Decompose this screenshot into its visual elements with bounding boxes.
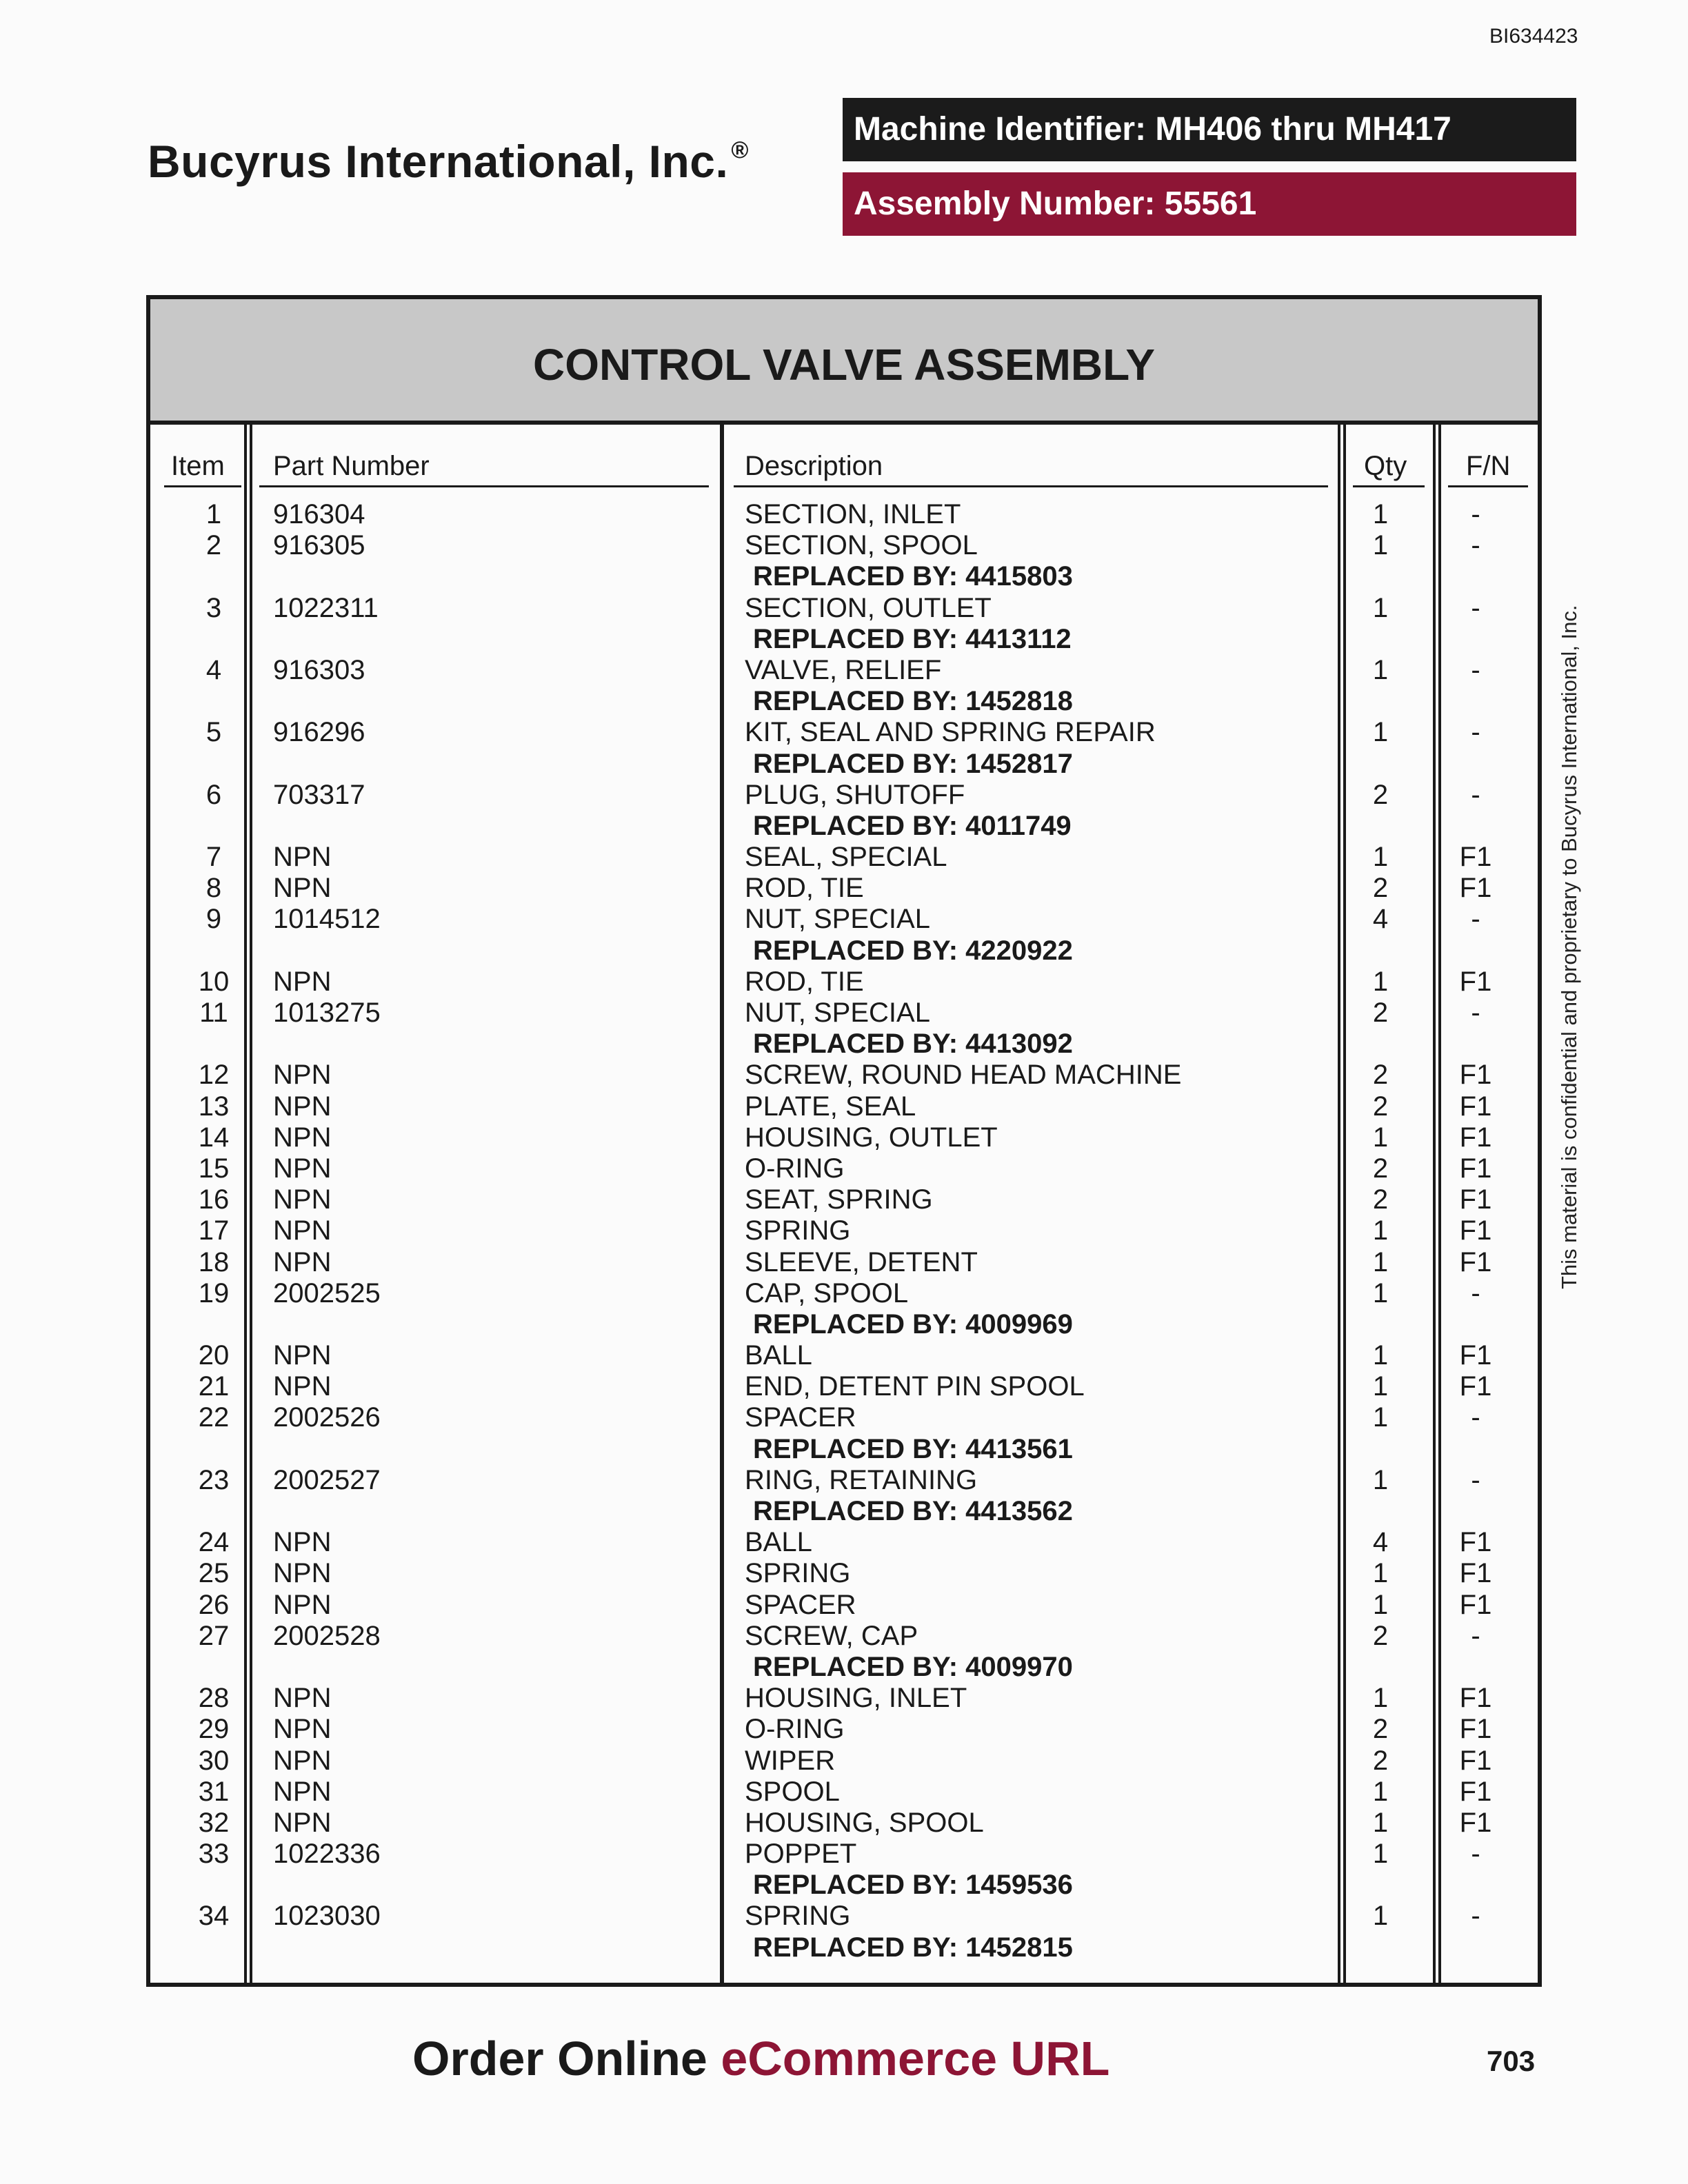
footnote-cell: -	[1471, 1402, 1480, 1433]
table-row	[150, 1746, 1538, 1777]
description-cell: BALL	[745, 1340, 812, 1371]
part-number-cell: 916305	[273, 530, 365, 561]
part-number-cell: NPN	[273, 1340, 332, 1371]
replaced-by-note: REPLACED BY: 4009970	[753, 1651, 1073, 1682]
replaced-by-note: REPLACED BY: 1452817	[753, 748, 1073, 779]
part-number-cell: NPN	[273, 1122, 332, 1153]
replacement-row	[150, 749, 1538, 780]
quantity-cell: 1	[1372, 1402, 1389, 1433]
table-row	[150, 1683, 1538, 1714]
footnote-cell: -	[1471, 1464, 1480, 1495]
description-cell: SPRING	[745, 1558, 851, 1589]
table-row	[150, 655, 1538, 686]
item-number-cell: 22	[198, 1402, 230, 1433]
table-row	[150, 1215, 1538, 1246]
footnote-cell: F1	[1459, 1683, 1492, 1714]
quantity-cell: 1	[1372, 1215, 1389, 1246]
table-row	[150, 1184, 1538, 1215]
quantity-cell: 1	[1372, 1340, 1389, 1371]
quantity-cell: 1	[1372, 499, 1389, 529]
item-number-cell: 24	[198, 1527, 230, 1558]
item-number-cell: 9	[205, 904, 222, 935]
document-id: BI634423	[1489, 25, 1578, 48]
replaced-by-note: REPLACED BY: 4413112	[753, 623, 1072, 654]
order-online-label: Order Online	[412, 2032, 707, 2085]
item-number-cell: 18	[198, 1246, 230, 1277]
description-cell: ROD, TIE	[745, 966, 864, 997]
description-cell: O-RING	[745, 1714, 845, 1745]
description-cell: CAP, SPOOL	[745, 1277, 909, 1308]
description-cell: SLEEVE, DETENT	[745, 1246, 978, 1277]
description-cell: SECTION, OUTLET	[745, 592, 992, 623]
item-number-cell: 6	[205, 779, 222, 810]
replacement-row	[150, 1496, 1538, 1527]
item-number-cell: 27	[198, 1620, 230, 1651]
part-number-cell: NPN	[273, 873, 332, 904]
part-number-cell: 2002526	[273, 1402, 381, 1433]
replaced-by-note: REPLACED BY: 1459536	[753, 1870, 1073, 1901]
quantity-cell: 1	[1372, 654, 1389, 685]
table-row	[150, 593, 1538, 624]
table-row	[150, 1465, 1538, 1496]
description-cell: ROD, TIE	[745, 873, 864, 904]
table-row	[150, 499, 1538, 530]
table-row	[150, 1839, 1538, 1870]
header-underline	[734, 485, 1328, 487]
quantity-cell: 1	[1372, 1371, 1389, 1402]
quantity-cell: 2	[1372, 998, 1389, 1028]
table-row	[150, 1714, 1538, 1745]
ecommerce-url-link[interactable]: eCommerce URL	[721, 2032, 1110, 2085]
footnote-cell: F1	[1459, 1153, 1492, 1184]
table-row	[150, 780, 1538, 811]
item-number-cell: 33	[198, 1839, 230, 1870]
replaced-by-note: REPLACED BY: 1452818	[753, 686, 1073, 717]
description-cell: KIT, SEAL AND SPRING REPAIR	[745, 717, 1156, 748]
quantity-cell: 1	[1372, 1807, 1389, 1838]
item-number-cell: 8	[205, 873, 222, 904]
footnote-cell: -	[1471, 1901, 1480, 1932]
assembly-number-banner: Assembly Number: 55561	[843, 172, 1576, 236]
column-header-item: Item	[171, 451, 225, 481]
description-cell: END, DETENT PIN SPOOL	[745, 1371, 1085, 1402]
table-row	[150, 1558, 1538, 1589]
quantity-cell: 1	[1372, 1683, 1389, 1714]
item-number-cell: 29	[198, 1714, 230, 1745]
item-number-cell: 7	[205, 842, 222, 873]
item-number-cell: 19	[198, 1277, 230, 1308]
table-row	[150, 1527, 1538, 1558]
quantity-cell: 1	[1372, 1589, 1389, 1620]
item-number-cell: 16	[198, 1184, 230, 1215]
footnote-cell: -	[1471, 717, 1480, 748]
description-cell: SPACER	[745, 1589, 856, 1620]
description-cell: SCREW, CAP	[745, 1620, 918, 1651]
part-number-cell: 916304	[273, 499, 365, 529]
replacement-row	[150, 1870, 1538, 1901]
item-number-cell: 30	[198, 1745, 230, 1776]
part-number-cell: NPN	[273, 1683, 332, 1714]
item-number-cell: 28	[198, 1683, 230, 1714]
quantity-cell: 1	[1372, 1122, 1389, 1153]
header-underline	[1353, 485, 1425, 487]
description-cell: SEAT, SPRING	[745, 1184, 933, 1215]
table-row	[150, 967, 1538, 998]
description-cell: SPOOL	[745, 1776, 840, 1807]
replaced-by-note: REPLACED BY: 4220922	[753, 935, 1073, 966]
description-cell: VALVE, RELIEF	[745, 654, 942, 685]
column-header-qty: Qty	[1364, 451, 1407, 481]
footnote-cell: -	[1471, 1620, 1480, 1651]
replacement-row	[150, 686, 1538, 717]
part-number-cell: NPN	[273, 1807, 332, 1838]
part-number-cell: NPN	[273, 1060, 332, 1091]
part-number-cell: NPN	[273, 842, 332, 873]
part-number-cell: NPN	[273, 1371, 332, 1402]
table-row	[150, 1590, 1538, 1621]
replaced-by-note: REPLACED BY: 4011749	[753, 810, 1072, 841]
item-number-cell: 23	[198, 1464, 230, 1495]
part-number-cell: NPN	[273, 1246, 332, 1277]
quantity-cell: 1	[1372, 592, 1389, 623]
quantity-cell: 1	[1372, 530, 1389, 561]
table-row	[150, 873, 1538, 904]
description-cell: SPRING	[745, 1215, 851, 1246]
replacement-row	[150, 624, 1538, 655]
table-row	[150, 1808, 1538, 1839]
part-number-cell: NPN	[273, 1091, 332, 1122]
page-number: 703	[1487, 2045, 1536, 2077]
replacement-row	[150, 1309, 1538, 1340]
order-online-banner[interactable]	[412, 2031, 1109, 2086]
footnote-cell: F1	[1459, 1184, 1492, 1215]
company-name	[148, 135, 749, 188]
table-row	[150, 998, 1538, 1029]
replacement-row	[150, 1434, 1538, 1465]
part-number-cell: 703317	[273, 779, 365, 810]
footnote-cell: F1	[1459, 1340, 1492, 1371]
replaced-by-note: REPLACED BY: 1452815	[753, 1932, 1073, 1963]
column-header-part-number: Part Number	[273, 451, 430, 481]
footnote-cell: -	[1471, 499, 1480, 529]
quantity-cell: 2	[1372, 873, 1389, 904]
replacement-row	[150, 936, 1538, 967]
item-number-cell: 4	[205, 654, 222, 685]
table-row	[150, 904, 1538, 935]
quantity-cell: 2	[1372, 779, 1389, 810]
table-row	[150, 1402, 1538, 1433]
footnote-cell: -	[1471, 654, 1480, 685]
description-cell: SEAL, SPECIAL	[745, 842, 947, 873]
quantity-cell: 2	[1372, 1745, 1389, 1776]
company-name-text: Bucyrus International, Inc.	[148, 136, 729, 187]
quantity-cell: 1	[1372, 717, 1389, 748]
footnote-cell: -	[1471, 1839, 1480, 1870]
replacement-row	[150, 1652, 1538, 1683]
description-cell: POPPET	[745, 1839, 857, 1870]
part-number-cell: 916296	[273, 717, 365, 748]
replaced-by-note: REPLACED BY: 4413092	[753, 1029, 1073, 1060]
footnote-cell: F1	[1459, 1371, 1492, 1402]
quantity-cell: 4	[1372, 904, 1389, 935]
footnote-cell: F1	[1459, 873, 1492, 904]
quantity-cell: 1	[1372, 1901, 1389, 1932]
item-number-cell: 10	[198, 966, 230, 997]
description-cell: SECTION, SPOOL	[745, 530, 978, 561]
quantity-cell: 1	[1372, 1277, 1389, 1308]
description-cell: HOUSING, OUTLET	[745, 1122, 998, 1153]
quantity-cell: 2	[1372, 1153, 1389, 1184]
item-number-cell: 3	[205, 592, 222, 623]
item-number-cell: 13	[198, 1091, 230, 1122]
part-number-cell: 916303	[273, 654, 365, 685]
replacement-row	[150, 811, 1538, 842]
quantity-cell: 1	[1372, 966, 1389, 997]
part-number-cell: NPN	[273, 1714, 332, 1745]
table-row	[150, 1122, 1538, 1153]
description-cell: SCREW, ROUND HEAD MACHINE	[745, 1060, 1182, 1091]
part-number-cell: NPN	[273, 1745, 332, 1776]
footnote-cell: F1	[1459, 1558, 1492, 1589]
part-number-cell: 2002528	[273, 1620, 381, 1651]
table-row	[150, 717, 1538, 748]
footnote-cell: F1	[1459, 966, 1492, 997]
description-cell: HOUSING, INLET	[745, 1683, 967, 1714]
part-number-cell: NPN	[273, 1527, 332, 1558]
item-number-cell: 31	[198, 1776, 230, 1807]
table-row	[150, 1060, 1538, 1091]
description-cell: NUT, SPECIAL	[745, 904, 930, 935]
part-number-cell: NPN	[273, 1184, 332, 1215]
footnote-cell: -	[1471, 530, 1480, 561]
footnote-cell: F1	[1459, 1527, 1492, 1558]
machine-identifier-banner: Machine Identifier: MH406 thru MH417	[843, 98, 1576, 161]
description-cell: WIPER	[745, 1745, 836, 1776]
footnote-cell: F1	[1459, 1745, 1492, 1776]
footnote-cell: F1	[1459, 1246, 1492, 1277]
replaced-by-note: REPLACED BY: 4415803	[753, 561, 1073, 592]
quantity-cell: 1	[1372, 1839, 1389, 1870]
description-cell: SPRING	[745, 1901, 851, 1932]
column-header-fn: F/N	[1466, 451, 1511, 481]
footnote-cell: F1	[1459, 842, 1492, 873]
part-number-cell: 1023030	[273, 1901, 381, 1932]
description-cell: HOUSING, SPOOL	[745, 1807, 984, 1838]
table-row	[150, 1091, 1538, 1122]
header-underline	[164, 485, 241, 487]
footnote-cell: F1	[1459, 1589, 1492, 1620]
footnote-cell: F1	[1459, 1091, 1492, 1122]
description-cell: SECTION, INLET	[745, 499, 961, 529]
replaced-by-note: REPLACED BY: 4413561	[753, 1433, 1073, 1464]
footnote-cell: -	[1471, 1277, 1480, 1308]
table-row	[150, 1340, 1538, 1371]
table-row	[150, 1153, 1538, 1184]
footnote-cell: F1	[1459, 1215, 1492, 1246]
description-cell: SPACER	[745, 1402, 856, 1433]
footnote-cell: -	[1471, 904, 1480, 935]
quantity-cell: 1	[1372, 1776, 1389, 1807]
footnote-cell: -	[1471, 998, 1480, 1028]
description-cell: PLUG, SHUTOFF	[745, 779, 965, 810]
item-number-cell: 5	[205, 717, 222, 748]
description-cell: NUT, SPECIAL	[745, 998, 930, 1028]
replaced-by-note: REPLACED BY: 4413562	[753, 1496, 1073, 1526]
table-row	[150, 1278, 1538, 1309]
quantity-cell: 2	[1372, 1620, 1389, 1651]
item-number-cell: 1	[205, 499, 222, 529]
table-row	[150, 842, 1538, 873]
item-number-cell: 21	[198, 1371, 230, 1402]
replacement-row	[150, 1932, 1538, 1963]
part-number-cell: 1022336	[273, 1839, 381, 1870]
confidentiality-notice: This material is confidential and proprietary to Bucyrus International, Inc.	[1557, 605, 1581, 1289]
part-number-cell: 1014512	[273, 904, 381, 935]
quantity-cell: 4	[1372, 1527, 1389, 1558]
footnote-cell: F1	[1459, 1807, 1492, 1838]
quantity-cell: 1	[1372, 1246, 1389, 1277]
item-number-cell: 17	[198, 1215, 230, 1246]
item-number-cell: 25	[198, 1558, 230, 1589]
part-number-cell: 1022311	[273, 592, 379, 623]
table-row	[150, 1371, 1538, 1402]
parts-table-frame	[146, 295, 1542, 1987]
quantity-cell: 2	[1372, 1060, 1389, 1091]
table-row	[150, 1901, 1538, 1932]
item-number-cell: 34	[198, 1901, 230, 1932]
part-number-cell: NPN	[273, 1153, 332, 1184]
footnote-cell: F1	[1459, 1122, 1492, 1153]
header-underline	[1448, 485, 1528, 487]
description-cell: O-RING	[745, 1153, 845, 1184]
table-row	[150, 1621, 1538, 1652]
quantity-cell: 2	[1372, 1184, 1389, 1215]
part-number-cell: 2002525	[273, 1277, 381, 1308]
quantity-cell: 1	[1372, 1558, 1389, 1589]
replaced-by-note: REPLACED BY: 4009969	[753, 1308, 1073, 1339]
registered-mark: ®	[731, 137, 749, 163]
item-number-cell: 12	[198, 1060, 230, 1091]
description-cell: BALL	[745, 1527, 812, 1558]
quantity-cell: 1	[1372, 1464, 1389, 1495]
part-number-cell: 2002527	[273, 1464, 381, 1495]
description-cell: RING, RETAINING	[745, 1464, 978, 1495]
quantity-cell: 1	[1372, 842, 1389, 873]
column-header-description: Description	[745, 451, 883, 481]
item-number-cell: 20	[198, 1340, 230, 1371]
part-number-cell: NPN	[273, 966, 332, 997]
assembly-title: CONTROL VALVE ASSEMBLY	[150, 299, 1538, 425]
footnote-cell: -	[1471, 779, 1480, 810]
item-number-cell: 32	[198, 1807, 230, 1838]
part-number-cell: 1013275	[273, 998, 381, 1028]
description-cell: PLATE, SEAL	[745, 1091, 916, 1122]
part-number-cell: NPN	[273, 1589, 332, 1620]
replacement-row	[150, 561, 1538, 592]
replacement-row	[150, 1029, 1538, 1060]
footnote-cell: F1	[1459, 1060, 1492, 1091]
footnote-cell: -	[1471, 592, 1480, 623]
part-number-cell: NPN	[273, 1215, 332, 1246]
quantity-cell: 2	[1372, 1714, 1389, 1745]
parts-rows	[150, 499, 1538, 1963]
table-row	[150, 1247, 1538, 1278]
item-number-cell: 2	[205, 530, 222, 561]
table-row	[150, 1777, 1538, 1808]
part-number-cell: NPN	[273, 1776, 332, 1807]
item-number-cell: 26	[198, 1589, 230, 1620]
item-number-cell: 15	[198, 1153, 230, 1184]
header-underline	[259, 485, 709, 487]
item-number-cell: 14	[198, 1122, 230, 1153]
footnote-cell: F1	[1459, 1776, 1492, 1807]
part-number-cell: NPN	[273, 1558, 332, 1589]
table-row	[150, 530, 1538, 561]
item-number-cell: 11	[199, 998, 228, 1028]
footnote-cell: F1	[1459, 1714, 1492, 1745]
quantity-cell: 2	[1372, 1091, 1389, 1122]
